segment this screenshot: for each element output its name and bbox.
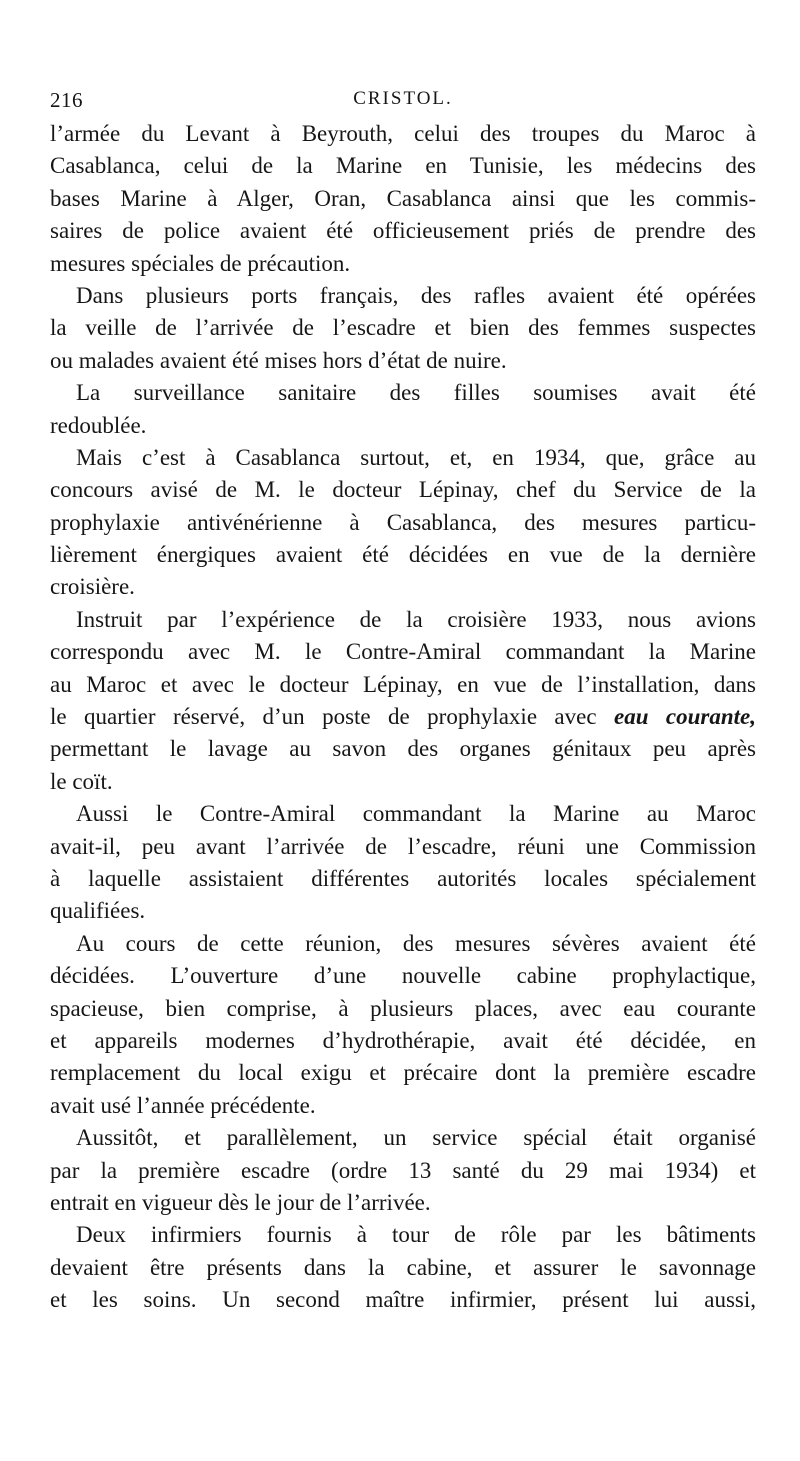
text-line	[50, 312, 756, 344]
page-header	[50, 88, 756, 118]
text-line-content: le quartier réservé, d’un poste de prophylaxie avec	[50, 704, 597, 730]
text-line-content: Dans plusieurs ports français, des rafles avaient été opérées	[76, 282, 756, 308]
text-line-content: remplacement du local exigu et précaire dont la première escadre	[50, 1060, 756, 1086]
text-line	[50, 118, 756, 150]
text-line	[50, 280, 756, 312]
text-line-content: Instruit par l’expérience de la croisière 1933, nous avions	[76, 606, 756, 632]
text-line	[50, 183, 756, 215]
text-line	[50, 1252, 756, 1284]
text-line	[50, 1090, 756, 1122]
text-line	[50, 766, 756, 798]
text-line	[50, 1025, 756, 1057]
text-line-content: mesures spéciales de précaution.	[50, 250, 351, 276]
text-line	[50, 604, 756, 636]
text-line	[50, 442, 756, 474]
text-line	[50, 636, 756, 668]
text-line-content: entrait en vigueur dès le jour de l’arrivée.	[50, 1189, 431, 1215]
text-line	[50, 895, 756, 927]
text-line	[50, 215, 756, 247]
text-line-content: qualifiées.	[50, 898, 146, 924]
text-line-content: et les soins. Un second maître infirmier, présent lui aussi,	[50, 1287, 756, 1313]
text-line-content: par la première escadre (ordre 13 santé du 29 mai 1934) et	[50, 1157, 756, 1183]
text-line-content: lièrement énergiques avaient été décidées en vue de la dernière	[50, 542, 756, 568]
text-line	[50, 150, 756, 182]
text-line	[50, 1155, 756, 1187]
text-line-content: saires de police avaient été officieusement priés de prendre des	[50, 218, 756, 244]
text-line-content: permettant le lavage au savon des organes génitaux peu après	[50, 736, 756, 762]
text-line	[50, 863, 756, 895]
text-line	[50, 1122, 756, 1154]
text-line-content: concours avisé de M. le docteur Lépinay, chef du Service de la	[50, 477, 756, 503]
text-line	[50, 539, 756, 571]
text-line	[50, 1057, 756, 1089]
text-line-content: l’armée du Levant à Beyrouth, celui des troupes du Maroc à	[50, 121, 756, 146]
running-title: CRISTOL.	[353, 88, 453, 109]
text-line	[50, 1187, 756, 1219]
text-line-content: correspondu avec M. le Contre-Amiral commandant la Marine	[50, 639, 756, 665]
text-line	[50, 831, 756, 863]
text-line	[50, 507, 756, 539]
text-line	[50, 993, 756, 1025]
text-line-content: bases Marine à Alger, Oran, Casablanca ainsi que les commis-	[50, 185, 756, 211]
text-line	[50, 571, 756, 603]
text-line	[50, 345, 756, 377]
text-line-content: et appareils modernes d’hydrothérapie, avait été décidée, en	[50, 1027, 756, 1053]
text-line-content: avait usé l’année précédente.	[50, 1092, 316, 1118]
text-line	[50, 798, 756, 830]
text-line	[50, 701, 756, 733]
page-number: 216	[50, 88, 83, 112]
text-line	[50, 928, 756, 960]
text-line-content: redoublée.	[50, 412, 147, 438]
text-line-content: La surveillance sanitaire des filles soumises avait été	[76, 380, 756, 406]
text-line	[50, 960, 756, 992]
text-line	[50, 1219, 756, 1251]
text-line-content: prophylaxie antivénérienne à Casablanca, des mesures particu-	[50, 509, 756, 535]
text-line	[50, 410, 756, 442]
text-line-content: décidées. L’ouverture d’une nouvelle cabine prophylactique,	[50, 963, 756, 989]
text-line-content: au Maroc et avec le docteur Lépinay, en vue de l’installation, dans	[50, 671, 756, 697]
text-line	[50, 474, 756, 506]
text-line-content: devaient être présents dans la cabine, et assurer le savonnage	[50, 1254, 756, 1280]
text-line-content: Aussitôt, et parallèlement, un service spécial était organisé	[76, 1125, 756, 1151]
text-line	[50, 377, 756, 409]
text-line	[50, 248, 756, 280]
text-line-content: la veille de l’arrivée de l’escadre et bien des femmes suspectes	[50, 315, 756, 341]
text-line	[50, 1284, 756, 1316]
text-line-content: à laquelle assistaient différentes autorités locales spécialement	[50, 865, 756, 891]
text-line-content: Deux infirmiers fournis à tour de rôle par les bâtiments	[76, 1222, 756, 1248]
text-line	[50, 733, 756, 765]
text-line-content: ou malades avaient été mises hors d’état de nuire.	[50, 347, 507, 373]
text-line-content: croisière.	[50, 574, 135, 600]
text-line-content: avait-il, peu avant l’arrivée de l’escadre, réuni une Commission	[50, 833, 756, 859]
text-line-content: Au cours de cette réunion, des mesures sévères avaient été	[76, 930, 756, 956]
emphasized-text: eau courante,	[613, 704, 756, 730]
text-line-content: Mais c’est à Casablanca surtout, et, en 1934, que, grâce au	[76, 444, 756, 470]
text-line	[50, 669, 756, 701]
text-line-content: Casablanca, celui de la Marine en Tunisie, les médecins des	[50, 153, 756, 179]
text-line-content: Aussi le Contre-Amiral commandant la Marine au Maroc	[76, 801, 756, 827]
text-line-content: spacieuse, bien comprise, à plusieurs places, avec eau courante	[50, 995, 756, 1021]
text-line-content: le coït.	[50, 768, 113, 794]
body-text	[50, 118, 756, 1316]
